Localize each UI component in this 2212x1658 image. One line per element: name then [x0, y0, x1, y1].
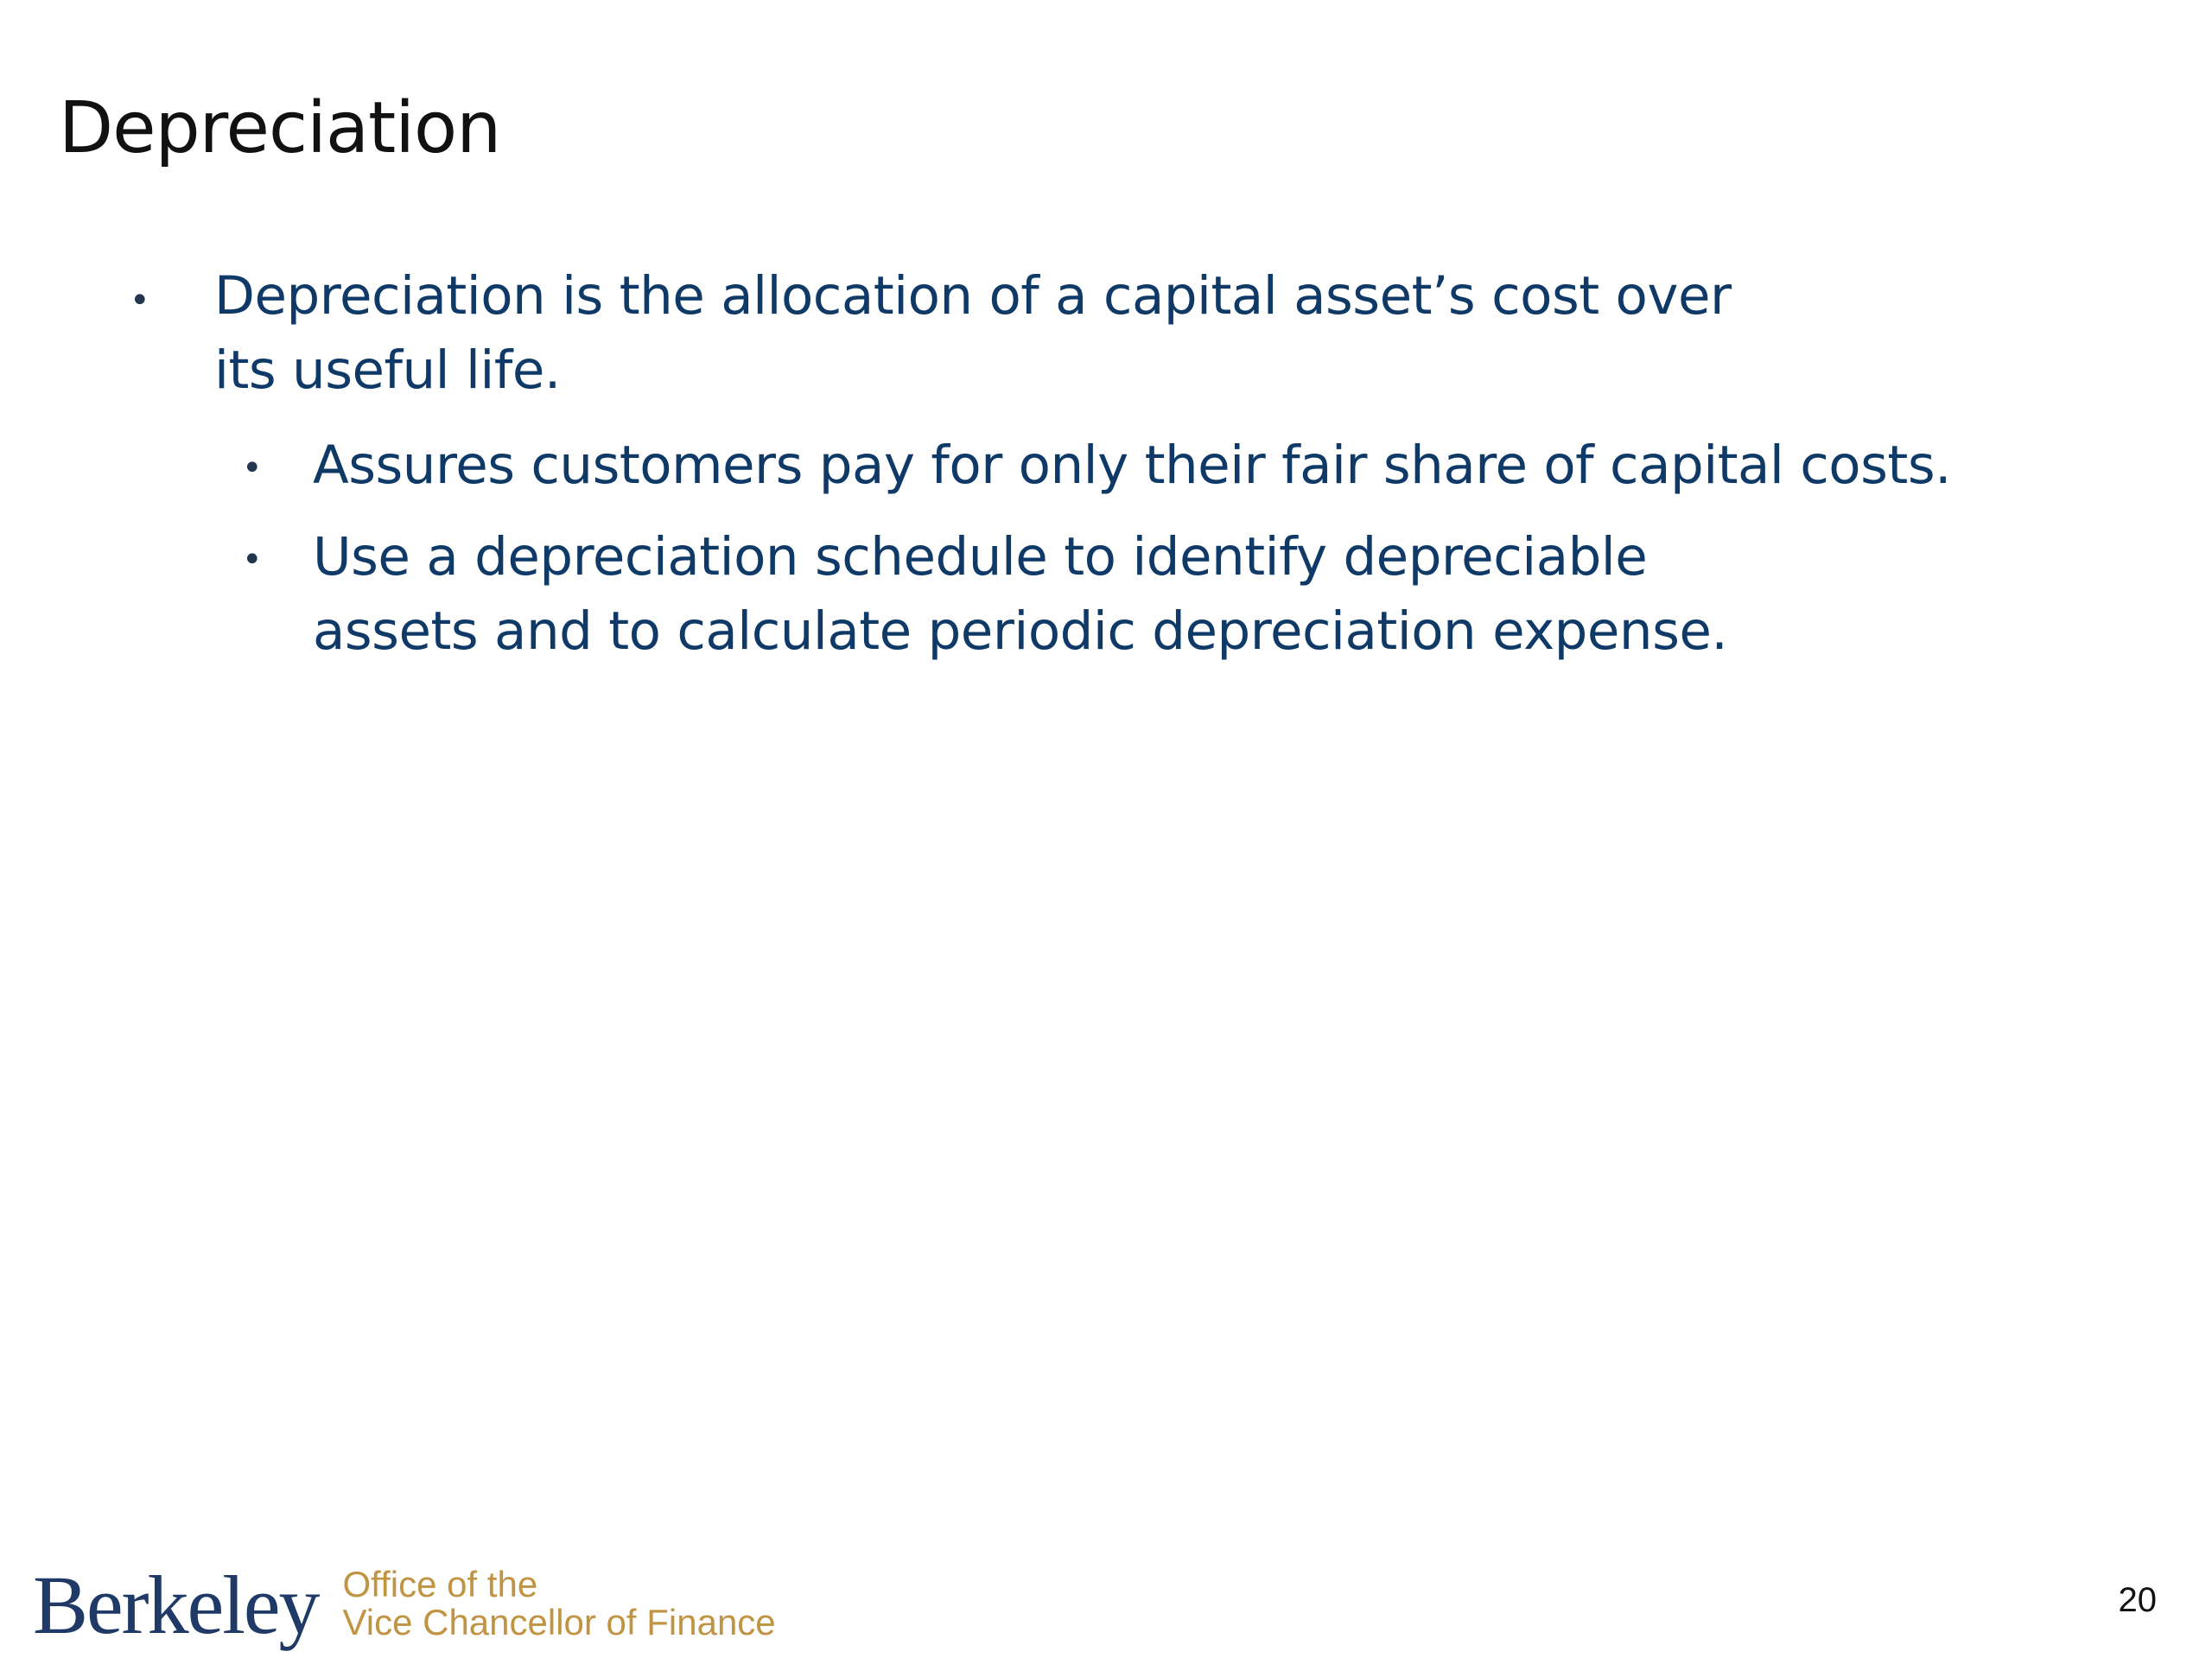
office-line-2: Vice Chancellor of Finance [342, 1602, 776, 1642]
office-name [343, 1566, 776, 1642]
bullet-marker: • [242, 448, 263, 488]
office-line-1: Office of the [342, 1564, 538, 1604]
page-number: 20 [2118, 1581, 2157, 1619]
bullet-text: Assures customers pay for only their fair share of capital costs. [313, 435, 1951, 496]
bullet-text: Depreciation is the allocation of a capital asset’s cost over its useful life. [214, 265, 1732, 401]
logo-wordmark: Berkeley [33, 1559, 319, 1651]
bullet-marker: • [242, 540, 263, 580]
bullet-marker: • [130, 281, 150, 321]
berkeley-logo [33, 1559, 776, 1651]
bullet-text: Use a depreciation schedule to identify depreciable assets and to calculate periodic depreciation expense. [313, 526, 1728, 662]
slide-title: Depreciation [59, 87, 501, 169]
